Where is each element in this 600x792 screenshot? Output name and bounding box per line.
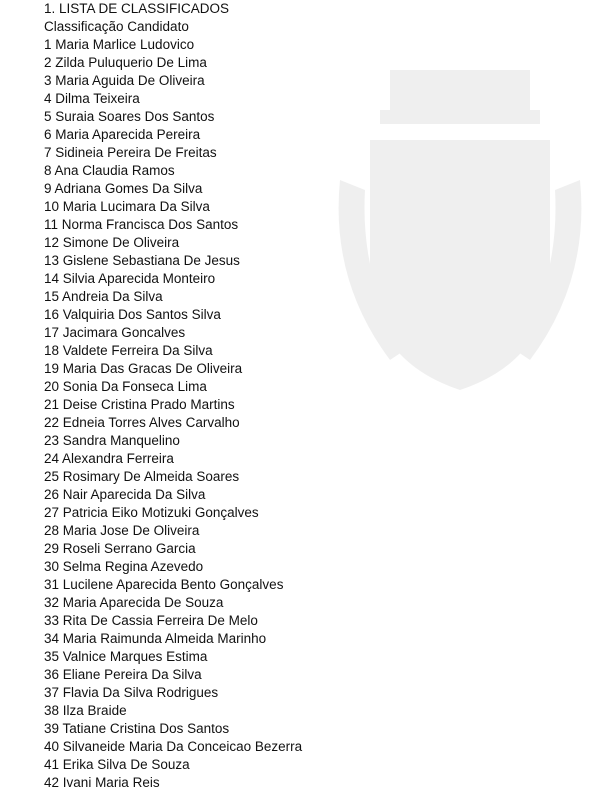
candidate-name: Zilda Puluquerio De Lima bbox=[55, 55, 207, 70]
candidate-rank: 14 bbox=[44, 271, 60, 286]
candidate-name: Adriana Gomes Da Silva bbox=[54, 181, 203, 196]
candidate-name: Silvia Aparecida Monteiro bbox=[62, 271, 216, 286]
candidate-rank: 36 bbox=[44, 667, 60, 682]
candidate-name: Andreia Da Silva bbox=[62, 289, 163, 304]
candidate-rank: 4 bbox=[44, 91, 52, 106]
candidate-name: Silvaneide Maria Da Conceicao Bezerra bbox=[62, 739, 303, 754]
document-heading: 1. LISTA DE CLASSIFICADOS bbox=[44, 1, 230, 16]
list-item bbox=[44, 54, 584, 72]
list-item bbox=[44, 180, 584, 198]
list-item bbox=[44, 72, 584, 90]
candidate-rank: 11 bbox=[44, 217, 59, 232]
candidate-rank: 5 bbox=[44, 109, 52, 124]
candidate-name: Rita De Cassia Ferreira De Melo bbox=[62, 613, 258, 628]
candidate-name: Maria Aparecida De Souza bbox=[62, 595, 224, 610]
list-item bbox=[44, 144, 584, 162]
candidate-rank: 7 bbox=[44, 145, 52, 160]
list-item bbox=[44, 774, 584, 792]
candidate-name: Norma Francisca Dos Santos bbox=[61, 217, 239, 232]
list-item bbox=[44, 324, 584, 342]
candidate-name: Sidineia Pereira De Freitas bbox=[55, 145, 217, 160]
candidate-rank: 35 bbox=[44, 649, 60, 664]
list-item bbox=[44, 648, 584, 666]
candidate-rank: 15 bbox=[44, 289, 60, 304]
list-item bbox=[44, 252, 584, 270]
candidate-name: Maria Marlice Ludovico bbox=[55, 37, 195, 52]
candidate-rank: 10 bbox=[44, 199, 60, 214]
list-item bbox=[44, 594, 584, 612]
candidate-name: Maria Aguida De Oliveira bbox=[55, 73, 205, 88]
candidate-rank: 8 bbox=[44, 163, 52, 178]
list-item bbox=[44, 126, 584, 144]
candidate-name: Simone De Oliveira bbox=[62, 235, 180, 250]
list-item bbox=[44, 90, 584, 108]
candidate-rank: 23 bbox=[44, 433, 60, 448]
candidate-rank: 12 bbox=[44, 235, 60, 250]
candidate-name: Valnice Marques Estima bbox=[62, 649, 208, 664]
candidate-name: Sonia Da Fonseca Lima bbox=[62, 379, 207, 394]
list-item bbox=[44, 486, 584, 504]
list-item bbox=[44, 666, 584, 684]
candidate-name: Valquiria Dos Santos Silva bbox=[62, 307, 221, 322]
candidate-name: Dilma Teixeira bbox=[55, 91, 140, 106]
list-item bbox=[44, 702, 584, 720]
candidate-name: Jacimara Goncalves bbox=[62, 325, 186, 340]
list-item bbox=[44, 522, 584, 540]
candidate-list bbox=[44, 36, 584, 792]
list-item bbox=[44, 720, 584, 738]
list-item bbox=[44, 468, 584, 486]
list-item bbox=[44, 342, 584, 360]
candidate-name: Lucilene Aparecida Bento Gonçalves bbox=[62, 577, 284, 592]
list-item bbox=[44, 396, 584, 414]
candidate-rank: 40 bbox=[44, 739, 60, 754]
candidate-name: Eliane Pereira Da Silva bbox=[62, 667, 202, 682]
candidate-rank: 20 bbox=[44, 379, 60, 394]
candidate-name: Alexandra Ferreira bbox=[62, 451, 174, 466]
candidate-name: Erika Silva De Souza bbox=[62, 757, 190, 772]
candidate-name: Ana Claudia Ramos bbox=[54, 163, 175, 178]
candidate-name: Edneia Torres Alves Carvalho bbox=[62, 415, 240, 430]
candidate-name: Maria Jose De Oliveira bbox=[62, 523, 200, 538]
candidate-rank: 34 bbox=[44, 631, 60, 646]
candidate-rank: 1 bbox=[44, 37, 52, 52]
list-item bbox=[44, 288, 584, 306]
candidate-rank: 39 bbox=[44, 721, 60, 736]
list-item bbox=[44, 306, 584, 324]
candidate-rank: 2 bbox=[44, 55, 52, 70]
list-item bbox=[44, 360, 584, 378]
candidate-name: Ilza Braide bbox=[62, 703, 127, 718]
list-item bbox=[44, 684, 584, 702]
candidate-name: Tatiane Cristina Dos Santos bbox=[62, 721, 230, 736]
candidate-rank: 9 bbox=[44, 181, 52, 196]
candidate-name: Nair Aparecida Da Silva bbox=[62, 487, 206, 502]
candidate-rank: 13 bbox=[44, 253, 60, 268]
list-item bbox=[44, 504, 584, 522]
list-item bbox=[44, 558, 584, 576]
candidate-rank: 27 bbox=[44, 505, 60, 520]
candidate-rank: 33 bbox=[44, 613, 60, 628]
list-item bbox=[44, 234, 584, 252]
candidate-name: Suraia Soares Dos Santos bbox=[55, 109, 215, 124]
list-item bbox=[44, 414, 584, 432]
candidate-rank: 41 bbox=[44, 757, 60, 772]
candidate-name: Maria Raimunda Almeida Marinho bbox=[62, 631, 267, 646]
candidate-name: Patricia Eiko Motizuki Gonçalves bbox=[62, 505, 259, 520]
candidate-name: Selma Regina Azevedo bbox=[62, 559, 204, 574]
list-item bbox=[44, 270, 584, 288]
candidate-rank: 3 bbox=[44, 73, 52, 88]
candidate-name: Ivani Maria Reis bbox=[62, 775, 160, 790]
list-item bbox=[44, 36, 584, 54]
list-item bbox=[44, 612, 584, 630]
list-item bbox=[44, 630, 584, 648]
candidate-rank: 21 bbox=[44, 397, 60, 412]
list-item bbox=[44, 198, 584, 216]
column-headers: Classificação Candidato bbox=[44, 19, 189, 34]
candidate-rank: 22 bbox=[44, 415, 60, 430]
candidate-rank: 24 bbox=[44, 451, 60, 466]
list-item bbox=[44, 756, 584, 774]
candidate-rank: 31 bbox=[44, 577, 60, 592]
candidate-rank: 42 bbox=[44, 775, 60, 790]
candidate-name: Roseli Serrano Garcia bbox=[62, 541, 196, 556]
candidate-name: Maria Das Gracas De Oliveira bbox=[62, 361, 243, 376]
list-item bbox=[44, 216, 584, 234]
candidate-rank: 26 bbox=[44, 487, 60, 502]
candidate-rank: 28 bbox=[44, 523, 60, 538]
candidate-rank: 30 bbox=[44, 559, 60, 574]
list-item bbox=[44, 450, 584, 468]
candidate-name: Flavia Da Silva Rodrigues bbox=[62, 685, 219, 700]
candidate-rank: 17 bbox=[44, 325, 60, 340]
list-item bbox=[44, 432, 584, 450]
list-item bbox=[44, 108, 584, 126]
candidate-name: Maria Lucimara Da Silva bbox=[62, 199, 210, 214]
candidate-rank: 19 bbox=[44, 361, 60, 376]
candidate-rank: 16 bbox=[44, 307, 60, 322]
list-item bbox=[44, 162, 584, 180]
candidate-rank: 6 bbox=[44, 127, 52, 142]
candidate-rank: 38 bbox=[44, 703, 60, 718]
document-body bbox=[44, 0, 584, 792]
candidate-rank: 18 bbox=[44, 343, 60, 358]
candidate-name: Rosimary De Almeida Soares bbox=[62, 469, 240, 484]
candidate-name: Valdete Ferreira Da Silva bbox=[62, 343, 213, 358]
candidate-rank: 29 bbox=[44, 541, 60, 556]
list-item bbox=[44, 378, 584, 396]
candidate-rank: 37 bbox=[44, 685, 60, 700]
candidate-rank: 32 bbox=[44, 595, 60, 610]
candidate-name: Sandra Manquelino bbox=[62, 433, 180, 448]
candidate-rank: 25 bbox=[44, 469, 60, 484]
list-item bbox=[44, 576, 584, 594]
candidate-name: Maria Aparecida Pereira bbox=[55, 127, 201, 142]
candidate-name: Deise Cristina Prado Martins bbox=[62, 397, 235, 412]
candidate-name: Gislene Sebastiana De Jesus bbox=[62, 253, 240, 268]
list-item bbox=[44, 738, 584, 756]
list-item bbox=[44, 540, 584, 558]
